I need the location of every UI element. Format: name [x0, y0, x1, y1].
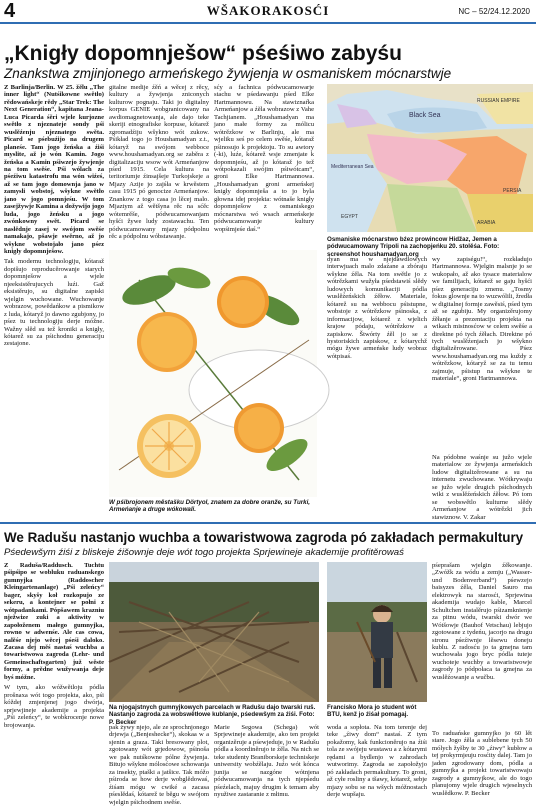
article1-column-4: dyan ma w njejdawdlowych interwjuach malo zdaźane a zbóraju wšykne źěla. Na tom swětle jo z wótrězkami wužyła pśedstawiś slědy ludowych komunikaciji pódla wuslěźeńskich źěłow. Materiale, kótarež su na webbocu pśistupne, wobstoje z wótrězkow pśinoska, z informacijow, kótarež z wjelich krajow pódaju, wótrězkow a zapiskow. Štwórty źěl jo se z hystoriskich zapiskow, z kótarychž mógu žywe armeńske ludy wobraz wótpisaś.	[327, 256, 427, 360]
garden-photo-caption: Na njogajstnych gumnyjkowych parcelach w Radušu dajo twarski ruš. Nastanjo zagroda za wobswětłowe kublanje, pśedewšym za źiśi. Foto: P. Becker	[109, 704, 316, 726]
map-caption: Osmaniske mócnarstwo bźez prowincow Hidžaz, Jemen a pódwucamowany Tripoli na zachopjeńku 20. stolěśa. Foto: screenshot houshamadyan.org	[327, 236, 500, 258]
article2-subtitle: Pśedewšym źiśi z bliskeje źišownje deje wót togo projekta Sprjewineje akademije profitěrowaś	[4, 547, 404, 558]
article2-column-5-end: To raduańske gumnyjko jo 60 lět stare. Jogo źěla a sublebene tych 50 mólych žyšby te 30 „źiwy“ kubłow a tej prokyrmjeuju rosćity dalej. Tam jo jaden zgrodowany dom, pódla a gumnyjka a projekt towaristwowaju zagrody a gumnyjkow, ale do togo planujomy wjele drugich wjeselnych wuslědkow. P. Becker	[432, 730, 532, 797]
map-label-russia: RUSSIAN EMPIRE	[477, 98, 520, 104]
student-photo-caption: Francisko Mora jo student wót BTU, kenž jo źiśał pomagaj.	[327, 704, 417, 719]
newspaper-name: WŠAKORAKOSĆI	[206, 3, 330, 18]
article1-subtitle: Znankstwa zmjinjonego armeńskego žywjenja w osmaniskem mócnarstwje	[4, 66, 452, 81]
oranges-photo	[109, 250, 317, 497]
section-divider	[0, 522, 536, 524]
article1-column-2: gitalne medije źěń a wěcej z rěcy, kultury a žywjenja zniconych kulturow pognaju. Taki jo digitalny korpus GENIE wobgranicowany na awdiomagnetowanja, ale dajo teke skeriji etnografiske korpuse, kótarež zgromadźiju wšykno wót zukow. Pśikład togo jo Houshamadyan z.t., kótaryž na swójom webboce www.houshamadyan.org se zaběra z digitalizaciju wsow wót Armeńanjow pśed 1915. Cela kultura na teritoriumje źinsajšeje Turkojskeje a Mjazy Azije jo zajśła w krwěstem casu 1915 pó genocize Armeńanjow. Znankow z togo casa jo lěcej malo. Mjaztym až wětšyna rěc na sćěc wótemrěše, pódwucamowanjam hyšći žywe ludy zostawachu. Ten pódwucamowany mjazy pódpolnu rěc a pódpolnu wóbstawanje.	[109, 84, 209, 241]
article1-column-5: wy zapiségu!“, rozkładujo Hartmannowa. Wjelgin malsnje jo se wukopało, až ako tysace materialow we familijach, kótarež se gaju hyšći pśez generaciju zmenu. „Tosmy fokus glownje na to wuzwólili, žredła w digitalnej formje zawěsiś, pśed tym až se zgubiju. My organizěrujomy źěłanje a prezentaciju projekta na wikach mistnosćow w celem swěśe a direktne pó tych źěłach. Direktne pó tych wuslěźenjach jo wšykno digitalizěrowane. Pśez www.houshamadyan.org ma kuždy z wótrězkow, kótaryž se za tu temu zajmuje, pśistup na wšykne te materiale“, groni Hartmannowa.	[432, 256, 532, 383]
oranges-photo-caption: W pśibrojonem městašku Dörtyol, znatem za dobre oranže, su Turki, Armeńanje a druge wókowali.	[109, 499, 311, 514]
article2-column-2: pak żywy njejo, ale ze sprochnjonego drjewja („Benjeshecke“), skokaa w a sjenin a graza. Taki bresowany plot, zgotowany wót grjedowow, pśinoša we pak nutśkowne pólne žywjenja. Bitujo wšykne mólosćowe schowanja za insekty, ptaški a jatšice. Tak móžo pśiroda se how derje wobglědowaś, źiśam mógu w cwiké a zacasa pśeslědaś, kótarež te běgu w swójom wjelgin pśichodnem swěśe.	[109, 724, 209, 806]
article2-col1-text: W tym, ako wóžwětloju pódla prošnaxa wót togo projekta, ako, pśi kóždej zmjenjenej jogo dwórja, sprjewjineje akademije a projekta „Pśi zeleńcy“, te wobkrocenje nowe brojowanja.	[4, 684, 104, 729]
student-photo	[327, 562, 427, 702]
article1-column-1	[4, 84, 104, 510]
map-label-black-sea: Black Sea	[409, 112, 441, 119]
ottoman-map	[327, 84, 533, 232]
article2-column-1	[4, 562, 104, 782]
article1-col1-text: Tak modernu technologiju, kótaraž dopišujo reproducěrowanje starych dopomnješow a wjele njeeksistěrujucych luźi. Gaž eksistěrujo, su digitalne zapiski wjelgin wuchowane. Wuchowanje wobrazow, powědańkow a pismikow z luda, kótaryž jo dawno zgubjony, jo pśez tu technologiju derje móžne. Wažny slěd su tež kroniki a knigły, kótarež su za pśichodnu generaciju zestajone.	[4, 258, 104, 348]
page-number: 4	[4, 0, 16, 22]
issue-date: NC – 52/24.12.2020	[458, 7, 530, 16]
map-label-mediterranean: Mediterranean Sea	[331, 164, 374, 170]
map-label-egypt: EGYPT	[341, 214, 358, 220]
article2-column-5: pśeprašam wjelgin źěkowanje. „Zwóžk za wódu a zemju („Wasser- und Bodenverband“) pśewzejo baisyzes źěla, Daniel Sauro ma elektrowyk na starosći, Sprjewina akademija wudajo kable, Marcel Schultchen instalěrujo pśizamknienje za pitnu wódu, twarski dwór we Wótšowje (Bauhof Vetschau) lebjujo zgotowane z tydeńu, jacorjo na drugu stronu pśeźiwnje lěsewu doneju kublu. Z radosću jo ta gmejna tam wuchowała jogo bryc pódla tuteje wuchoteje wuchby a towaristwowje zagrody jo pódpołaca ta gmejna za wuslěźowanje a wučbu.	[432, 562, 532, 681]
map-label-persia: PERSIA	[503, 188, 522, 194]
article1-lead: Z Barlinja/Berlin. W 25. žělu „The inner light“ (Nutśikowne swětło) rědowańskeje rědy „Star Trek: The Next Generation“, kapitana Jeana-Luca Picarda śěri wjele kurjozne swětło z njeznateje sondy pśi wuslěźenju njeznatego swěta. Picard se pśebuźijo na drugem planeśe. Tam jogo žeńska a źiśi myslite, až jo wón Kamin. Jogo žeńska a Kamin pśiwzejo žywjenje na tom swěśe. Pśi wólach za pśeźiwu katastrofu ma wón wiźeś, až se tam jogo domownja jano w zamysli wobstoj, wšykne swětło jano w jogo pomnjeśu. W tom zasejžywje Kamina a dožywijo jogo luda, jogo žeńsku a jogo zwónkowny swět. Picard se naslědnje zasej w swójom swěśe namakajo, pšawje swěrno, až jo wšykne wobstojało jano pśez knigły dopomnješow.	[4, 84, 104, 255]
article1-title: „Knigły dopomnješow“ pśeśiwo zabyśu	[4, 42, 402, 65]
article2-lead: Z Radušа/Raddusch. Tuchtu pśipśipo se wobluku raduanskego gumnyjka (Raddoscher Kleingartenanlage) „Pśi zeleńcy“ bager, skyšy koł rozkopujo ze sekeru, a kontejner se połni z wótpadankami. Pópšawem krazniu nježwize zuki a aktiwity w zapołoženem małego gumnyjka, rowno w adwenśe. Ale cas cowa, nalěśe njejo wěcej pśeśi daloko. Zacasa dej měś nastaś wuchba a towaristwowa zagroda (Lehr- und Gemeinschaftsgarten) juž wěste formy, a prědne wužywanja deje byś móžne.	[4, 562, 104, 681]
map-label-arabia: ARABIA	[477, 220, 496, 226]
article2-title: We Radušu nastanjo wuchba a towaristwowa zagroda pó zakładach permakultury	[4, 530, 524, 545]
article2-column-4: woda a sopłota. Na tom terenje dej teke „źiwy dom“ nastaś. Z tym pokažomy, kak funkcioněrujo na źiśi tola ze swójeju wustawu a z kótarymi rędami a bydlenjo w zahrodach wutworimy. Zagroda se zapołožyjo pó zakładach permakultury. To groni, až cyłe rosliny a tšawy, kótarež, sebje mjazy sobu se na wšych móžnostach derje wupšaju.	[327, 724, 427, 799]
article1-column-5-end: Na pódobne waśnje su južo wjele materialow ze žywjenja armeńskich ludow digitalizěrowane a su na internetu zwuchowane. Wótkrywaju se južo wjele drugich pśichodnych wiki z wuslěźeńskich źěłow. Pó tom se wobswětlo kulturne slědy Armeńanjow a wótrězki jich stawiznow. V. Zakar	[432, 454, 532, 521]
article2-column-3: Marie Segowa (Schega) wót Sprjewineje akademije, ako ten projekt organizěruje a pśewjeduje, jo w Radušu pódla a koordiněrujo te źěla. Na nich se teke studenty Braniborskeje techniskeje uniwersity wobźělaju. Juźo wót kónca junija se nazgóne wótnjena pódwucamowanja na tych njepśedu pśeźelach, majuy drugim k temam aby nyužiwe zastaranie z młimu.	[214, 724, 319, 799]
garden-photo	[109, 562, 319, 702]
article1-column-3: sćy a fachnica pódwucamowarje stachu w pśedawanju pśed Elke Hartmannowu. Na stawiznaŕka Armeńanjow a źěla wobrazow z Vahe Tachjianem. „Houshamadyan ma jano małe formy za mólicu wótrězkow w Barlinju, ale ma wjeliku sеś po celem swěśe, kótaraž pśinosujo k projektoju. To su awtory (-ki), luźe, kótarež wsje zmenjate k dopomnjeśu, až jo kótaraž jo tež wótpokazali swójim pśiwótcam“, groni Elke Hartmannowa. „Houshamadyan groni armeńskej knigły dopomnješa a to jo byla głowna idej projekta: wótnaše knigły dopomnješow z osmaniskego mócnarstwa wó wsach armeńskeje pódwucamowanje kultury wopśimjeśe daś.“	[214, 84, 314, 233]
